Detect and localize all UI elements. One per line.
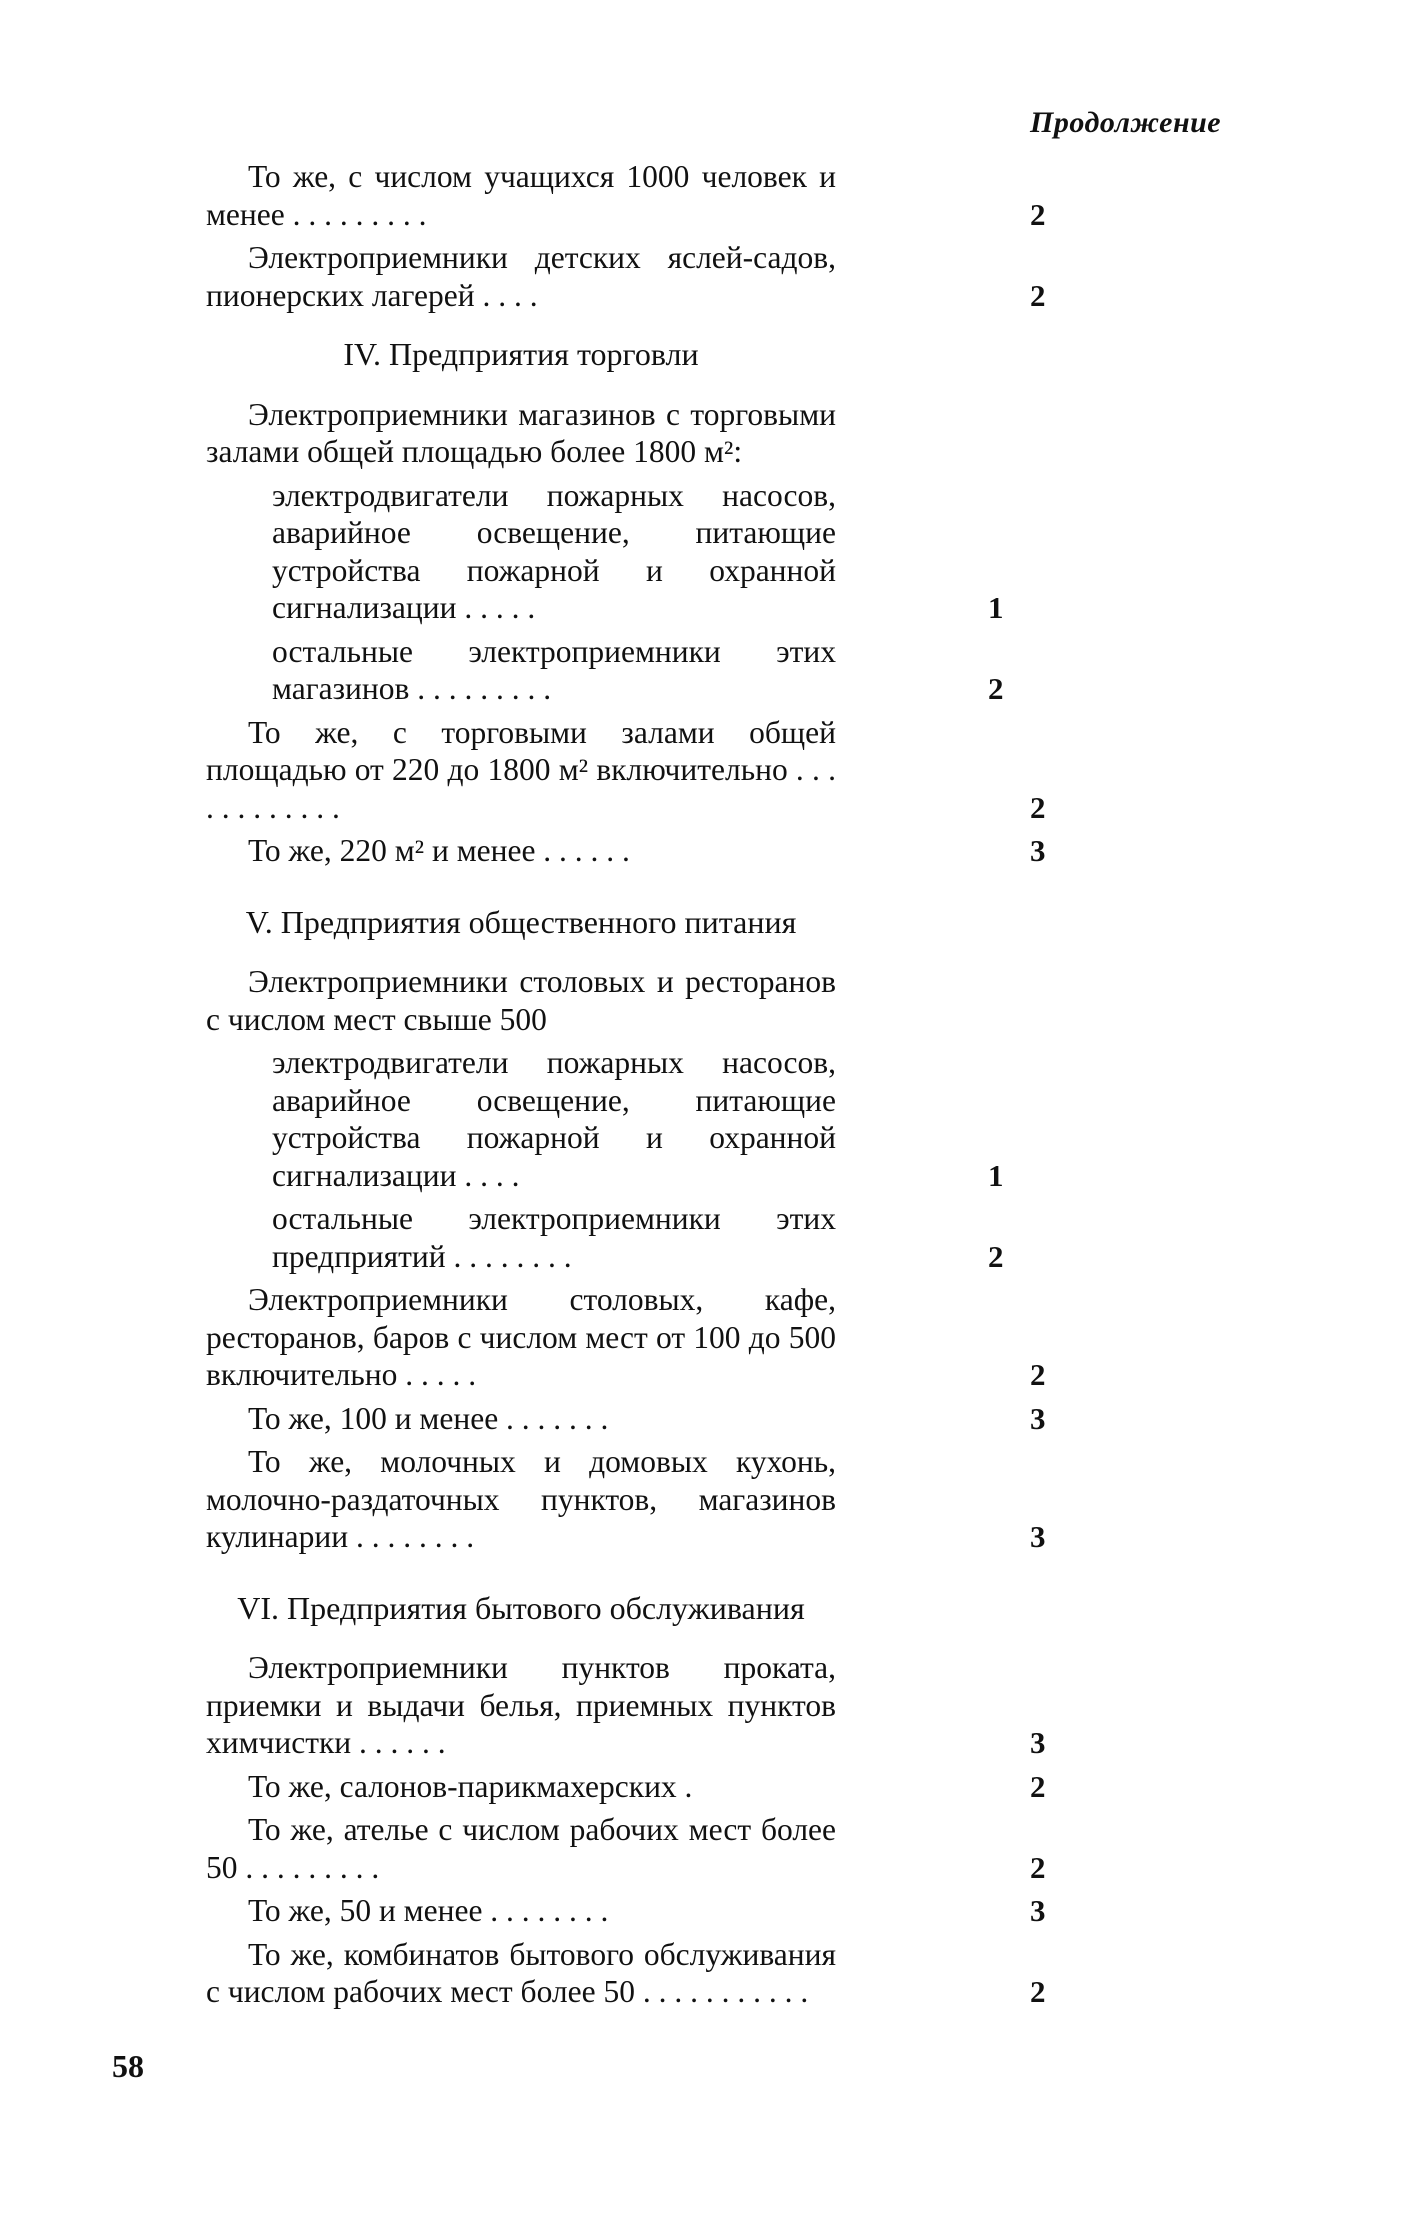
entry-text: То же, с торговыми залами общей площадью от 220 до 1800 м² включительно . . . . . . . . . . . . bbox=[206, 714, 836, 825]
category-value: 1 bbox=[988, 590, 1004, 625]
category-value: 3 bbox=[1030, 1519, 1046, 1554]
entry-text: То же, с числом учащихся 1000 человек и менее . . . . . . . . . bbox=[206, 159, 836, 232]
entry-shops-220-or-less bbox=[206, 832, 1046, 870]
category-value: 2 bbox=[1030, 1357, 1046, 1392]
entry-shops-other bbox=[272, 633, 1004, 708]
entry-text: То же, 220 м² и менее . . . . . . bbox=[248, 833, 630, 868]
category-value: 3 bbox=[1030, 1400, 1046, 1436]
entry-ateliers-over-50 bbox=[206, 1811, 1046, 1886]
entry-canteens-other bbox=[272, 1200, 1004, 1275]
section-heading-catering: V. Предприятия общественного питания bbox=[245, 903, 797, 940]
entry-text: остальные электроприемники этих предприятий . . . . . . . . bbox=[272, 1201, 836, 1274]
entry-shops-220-1800 bbox=[206, 714, 1046, 827]
entry-text: Электроприемники магазинов с торговыми залами общей площадью более 1800 м²: bbox=[206, 396, 836, 469]
category-value: 3 bbox=[1030, 1725, 1046, 1760]
entry-canteens-100-500 bbox=[206, 1281, 1046, 1394]
entry-text: остальные электроприемники этих магазинов . . . . . . . . . bbox=[272, 633, 836, 706]
category-value: 1 bbox=[988, 1157, 1004, 1193]
category-value: 3 bbox=[1030, 833, 1046, 868]
category-value: 2 bbox=[1030, 277, 1046, 313]
entry-text: То же, салонов-парикмахерских . bbox=[248, 1768, 693, 1804]
entry-text: То же, 50 и менее . . . . . . . . bbox=[248, 1893, 609, 1928]
entry-text: электродвигатели пожарных насосов, аварийное освещение, питающие устройства пожарной и охранной сигнализации . . . . . bbox=[272, 477, 836, 625]
entry-dairy-kitchens bbox=[206, 1443, 1046, 1556]
entry-text: Электроприемники столовых, кафе, ресторанов, баров с числом мест от 100 до 500 включительно . . . . . bbox=[206, 1282, 836, 1392]
entry-ateliers-50-or-less bbox=[206, 1892, 1046, 1930]
category-value: 2 bbox=[1030, 196, 1046, 232]
category-value: 2 bbox=[988, 1238, 1004, 1274]
entry-schools-1000-or-less bbox=[206, 158, 1046, 233]
entry-text: Электроприемники детских яслей-садов, пионерских лагерей . . . . bbox=[206, 240, 836, 313]
entry-canteens-fire-pumps bbox=[272, 1044, 1004, 1194]
entry-shops-over-1800 bbox=[206, 396, 836, 471]
entry-hairdressers bbox=[206, 1768, 1046, 1806]
entry-shops-fire-pumps bbox=[272, 477, 1004, 627]
entry-rental-laundry bbox=[206, 1649, 1046, 1762]
entry-service-plants-over-50 bbox=[206, 1936, 1046, 2011]
entry-canteens-100-or-less bbox=[206, 1400, 1046, 1438]
category-value: 3 bbox=[1030, 1893, 1046, 1928]
category-value: 2 bbox=[1030, 789, 1046, 825]
category-value: 2 bbox=[1030, 1849, 1046, 1885]
category-value: 2 bbox=[1030, 1974, 1046, 2009]
entry-nurseries-camps bbox=[206, 239, 1046, 314]
entry-text: Электроприемники пунктов проката, приемки и выдачи белья, приемных пунктов химчистки . . . . . . bbox=[206, 1650, 836, 1760]
entry-text: То же, комбинатов бытового обслуживания с числом рабочих мест более 50 . . . . . . . . . . . bbox=[206, 1936, 836, 2009]
entry-text: То же, 100 и менее . . . . . . . bbox=[248, 1400, 609, 1436]
entry-text: Электроприемники столовых и ресторанов с числом мест свыше 500 bbox=[206, 964, 836, 1037]
section-heading-consumer-services: VI. Предприятия бытового обслуживания bbox=[237, 1589, 805, 1626]
category-value: 2 bbox=[1030, 1768, 1046, 1804]
entry-canteens-over-500 bbox=[206, 963, 836, 1038]
entry-text: электродвигатели пожарных насосов, аварийное освещение, питающие устройства пожарной и охранной сигнализации . . . . bbox=[272, 1045, 836, 1193]
table-body bbox=[206, 158, 1046, 2011]
entry-text: То же, ателье с числом рабочих мест более 50 . . . . . . . . . bbox=[206, 1812, 836, 1885]
continuation-label: Продолжение bbox=[1030, 106, 1222, 139]
section-heading-trade: IV. Предприятия торговли bbox=[343, 336, 699, 372]
category-value: 2 bbox=[988, 671, 1004, 706]
page-number: 58 bbox=[112, 2048, 144, 2084]
entry-text: То же, молочных и домовых кухонь, молочно-раздаточных пунктов, магазинов кулинарии . . . . . . . . bbox=[206, 1444, 836, 1554]
